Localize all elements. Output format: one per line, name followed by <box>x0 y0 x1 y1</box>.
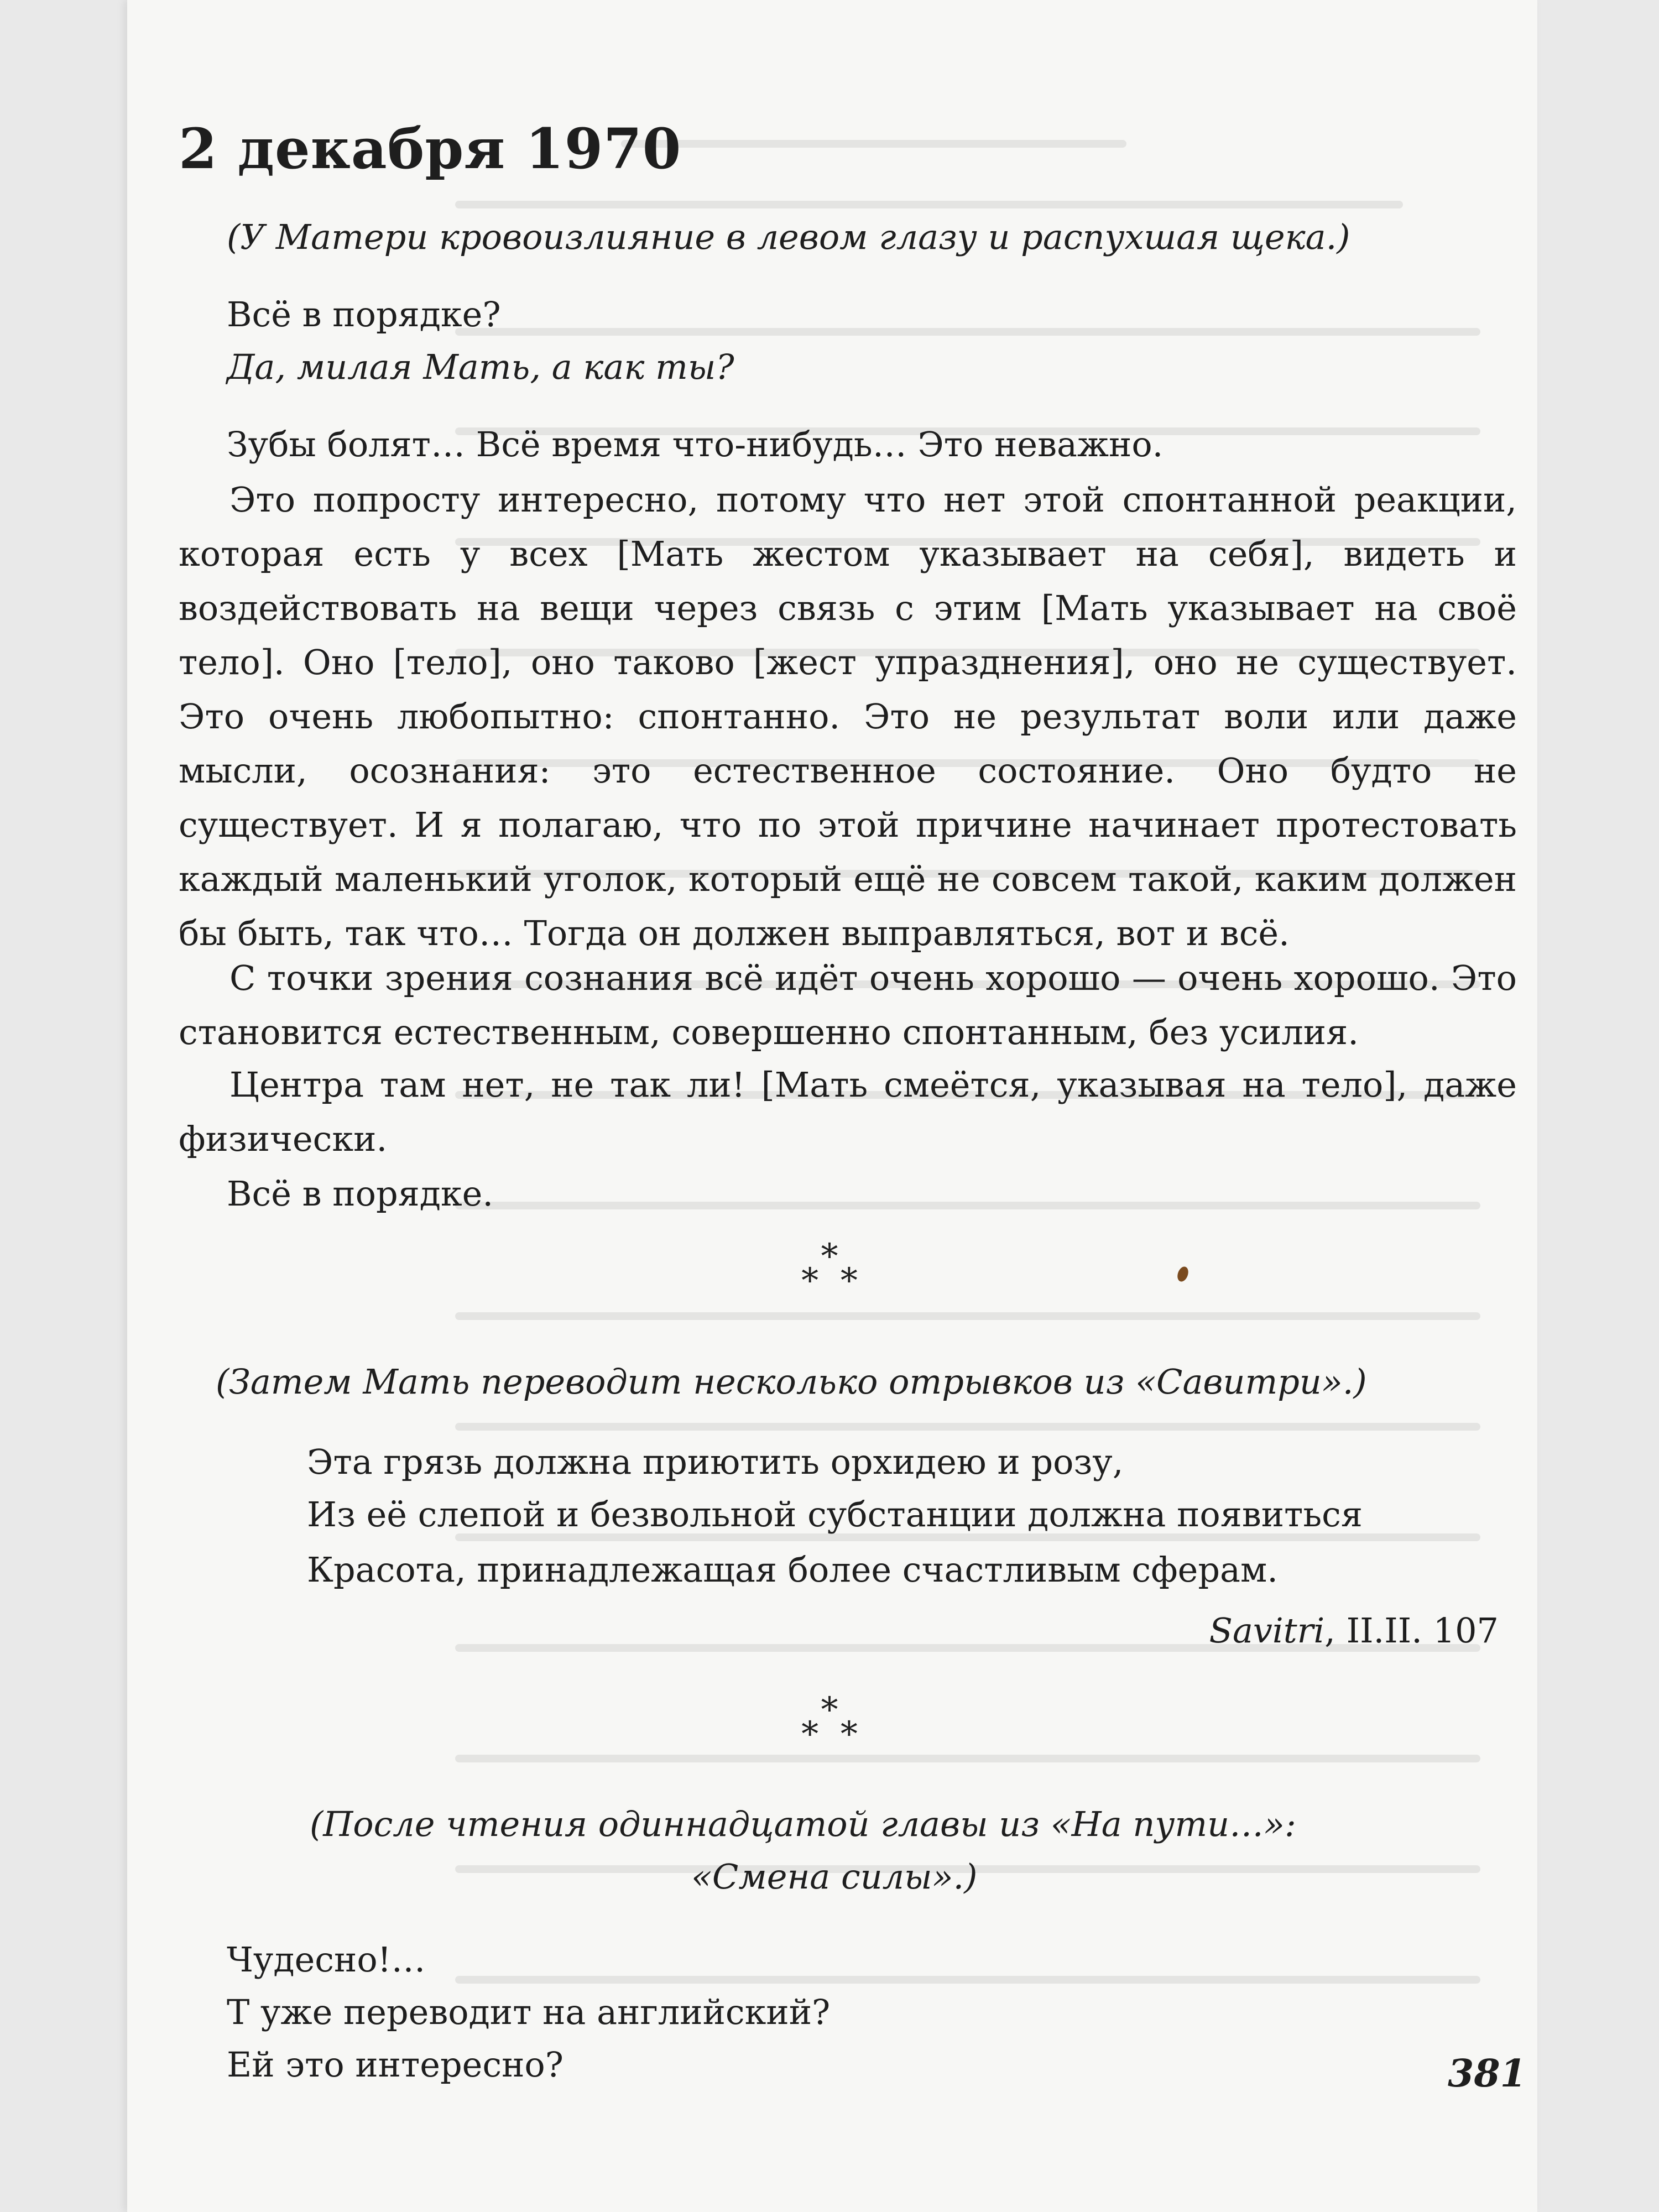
closing-line-3: Ей это интересно? <box>227 2044 564 2085</box>
section-separator-1 <box>127 1236 1537 1301</box>
paragraph-3: С точки зрения сознания всё идёт очень хорошо — очень хорошо. Это становится естественным, совершенно спонтанным, без усилия. <box>179 958 1517 1052</box>
book-page <box>127 0 1537 2212</box>
savitri-note: (Затем Мать переводит несколько отрывков из «Савитри».) <box>216 1361 1367 1402</box>
separator-star-pair: * * <box>801 1714 863 1754</box>
intro-note: (У Матери кровоизлияние в левом глазу и распухшая щека.) <box>227 217 1350 257</box>
section-separator-2 <box>127 1689 1537 1754</box>
separator-star: * <box>821 1236 844 1276</box>
answer-line: Да, милая Мать, а как ты? <box>227 347 734 387</box>
page-number: 381 <box>1448 2052 1526 2096</box>
poem-line-1: Эта грязь должна приютить орхидею и розу, <box>307 1442 1124 1482</box>
entry-date-heading: 2 декабря 1970 <box>179 116 682 181</box>
paragraph-2: Это попросту интересно, потому что нет этой спонтанной реакции, которая есть у всех [Мать жестом указывает на себя], видеть и воздействовать на вещи через связь с этим [Мать указывает на своё тело]. Оно [тело], оно таково [жест упразднения], оно не существует. Это очень любопытно: спонтанно. Это не результат воли или даже мысли, осознания: это естественное состояние. Оно будто не существует. И я полагаю, что по этой причине начинает протестовать каждый маленький уголок, который ещё не совсем такой, каким должен бы быть, так что… Тогда он должен выправляться, вот и всё. <box>179 479 1517 953</box>
citation-ref: , II.II. 107 <box>1324 1610 1499 1651</box>
question-line: Всё в порядке? <box>227 294 501 335</box>
closing-line-2: Т уже переводит на английский? <box>227 1992 831 2032</box>
poem-line-3: Красота, принадлежащая более счастливым сферам. <box>307 1550 1278 1590</box>
after-reading-note-2: «Смена силы».) <box>691 1856 978 1897</box>
after-reading-note-1: (После чтения одиннадцатой главы из «На пути…»: <box>310 1804 1296 1844</box>
separator-star: * <box>821 1689 844 1730</box>
paragraph-4: Центра там нет, не так ли! [Мать смеётся, указывая на тело], даже физически. <box>179 1065 1517 1159</box>
poem-line-2: Из её слепой и безвольной субстанции должна появиться <box>307 1494 1363 1535</box>
separator-star-pair: * * <box>801 1260 863 1301</box>
poem-citation <box>1209 1604 1499 1658</box>
closing-line-1: Чудесно!… <box>227 1939 426 1980</box>
paragraph-5: Всё в порядке. <box>227 1173 494 1214</box>
citation-work: Savitri <box>1209 1610 1325 1651</box>
paragraph-1: Зубы болят… Всё время что-нибудь… Это неважно. <box>227 424 1164 465</box>
